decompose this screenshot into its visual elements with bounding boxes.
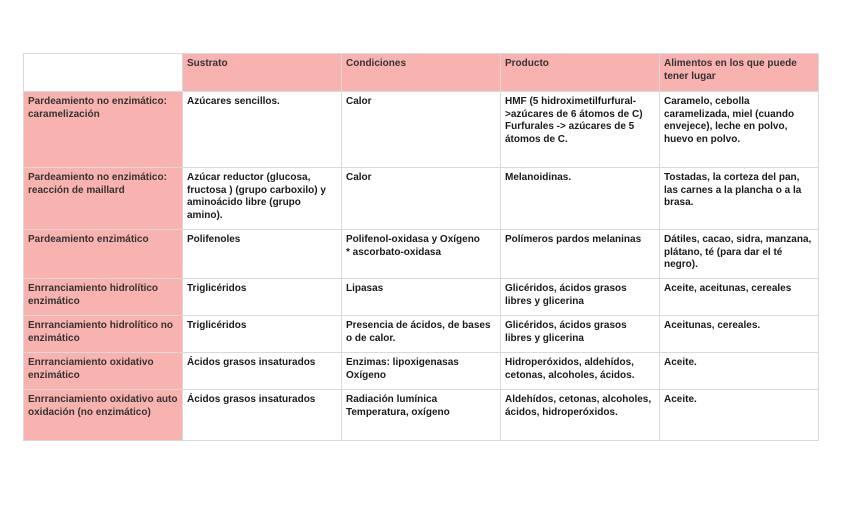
cell-alimentos: Aceite. <box>660 390 819 441</box>
cell-alimentos: Caramelo, cebolla caramelizada, miel (cuando envejece), leche en polvo, huevo en polvo. <box>660 92 819 168</box>
table-row <box>24 353 819 390</box>
food-browning-table <box>23 53 819 441</box>
cell-sustrato: Azúcares sencillos. <box>183 92 342 168</box>
cell-sustrato: Ácidos grasos insaturados <box>183 390 342 441</box>
table-row <box>24 230 819 279</box>
row-label: Pardeamiento enzimático <box>24 230 183 279</box>
cell-condiciones: Presencia de ácidos, de bases o de calor. <box>342 316 501 353</box>
header-sustrato: Sustrato <box>183 54 342 92</box>
cell-producto: HMF (5 hidroximetilfurfural->azúcares de 6 átomos de C) Furfurales -> azúcares de 5 átomos de C. <box>501 92 660 168</box>
header-alimentos: Alimentos en los que puede tener lugar <box>660 54 819 92</box>
row-label: Enrranciamiento oxidativo enzimático <box>24 353 183 390</box>
cell-sustrato: Azúcar reductor (glucosa, fructosa ) (grupo carboxilo) y aminoácido libre (grupo amino). <box>183 168 342 230</box>
header-producto: Producto <box>501 54 660 92</box>
cell-sustrato: Polifenoles <box>183 230 342 279</box>
row-label: Pardeamiento no enzimático: caramelización <box>24 92 183 168</box>
cell-producto: Hidroperóxidos, aldehídos, cetonas, alcoholes, ácidos. <box>501 353 660 390</box>
cell-producto: Melanoidinas. <box>501 168 660 230</box>
cell-condiciones: Enzimas: lipoxigenasas Oxígeno <box>342 353 501 390</box>
cell-alimentos: Tostadas, la corteza del pan, las carnes a la plancha o a la brasa. <box>660 168 819 230</box>
cell-producto: Aldehídos, cetonas, alcoholes, ácidos, hidroperóxidos. <box>501 390 660 441</box>
table-row <box>24 168 819 230</box>
table-row <box>24 92 819 168</box>
table-row <box>24 390 819 441</box>
cell-condiciones: Polifenol-oxidasa y Oxígeno * ascorbato-oxidasa <box>342 230 501 279</box>
cell-condiciones: Radiación lumínica Temperatura, oxígeno <box>342 390 501 441</box>
row-label: Pardeamiento no enzimático: reacción de maillard <box>24 168 183 230</box>
cell-alimentos: Aceite, aceitunas, cereales <box>660 279 819 316</box>
row-label: Enrranciamiento oxidativo auto oxidación (no enzimático) <box>24 390 183 441</box>
cell-producto: Glicéridos, ácidos grasos libres y glicerina <box>501 316 660 353</box>
cell-sustrato: Triglicéridos <box>183 316 342 353</box>
cell-producto: Polímeros pardos melaninas <box>501 230 660 279</box>
row-label: Enrranciamiento hidrolítico no enzimático <box>24 316 183 353</box>
cell-sustrato: Triglicéridos <box>183 279 342 316</box>
cell-sustrato: Ácidos grasos insaturados <box>183 353 342 390</box>
header-corner <box>24 54 183 92</box>
table-row <box>24 279 819 316</box>
cell-alimentos: Aceitunas, cereales. <box>660 316 819 353</box>
cell-alimentos: Aceite. <box>660 353 819 390</box>
header-row <box>24 54 819 92</box>
header-condiciones: Condiciones <box>342 54 501 92</box>
row-label: Enrranciamiento hidrolítico enzimático <box>24 279 183 316</box>
cell-condiciones: Calor <box>342 168 501 230</box>
cell-condiciones: Calor <box>342 92 501 168</box>
cell-producto: Glicéridos, ácidos grasos libres y glicerina <box>501 279 660 316</box>
cell-alimentos: Dátiles, cacao, sidra, manzana, plátano, té (para dar el té negro). <box>660 230 819 279</box>
cell-condiciones: Lipasas <box>342 279 501 316</box>
table-row <box>24 316 819 353</box>
